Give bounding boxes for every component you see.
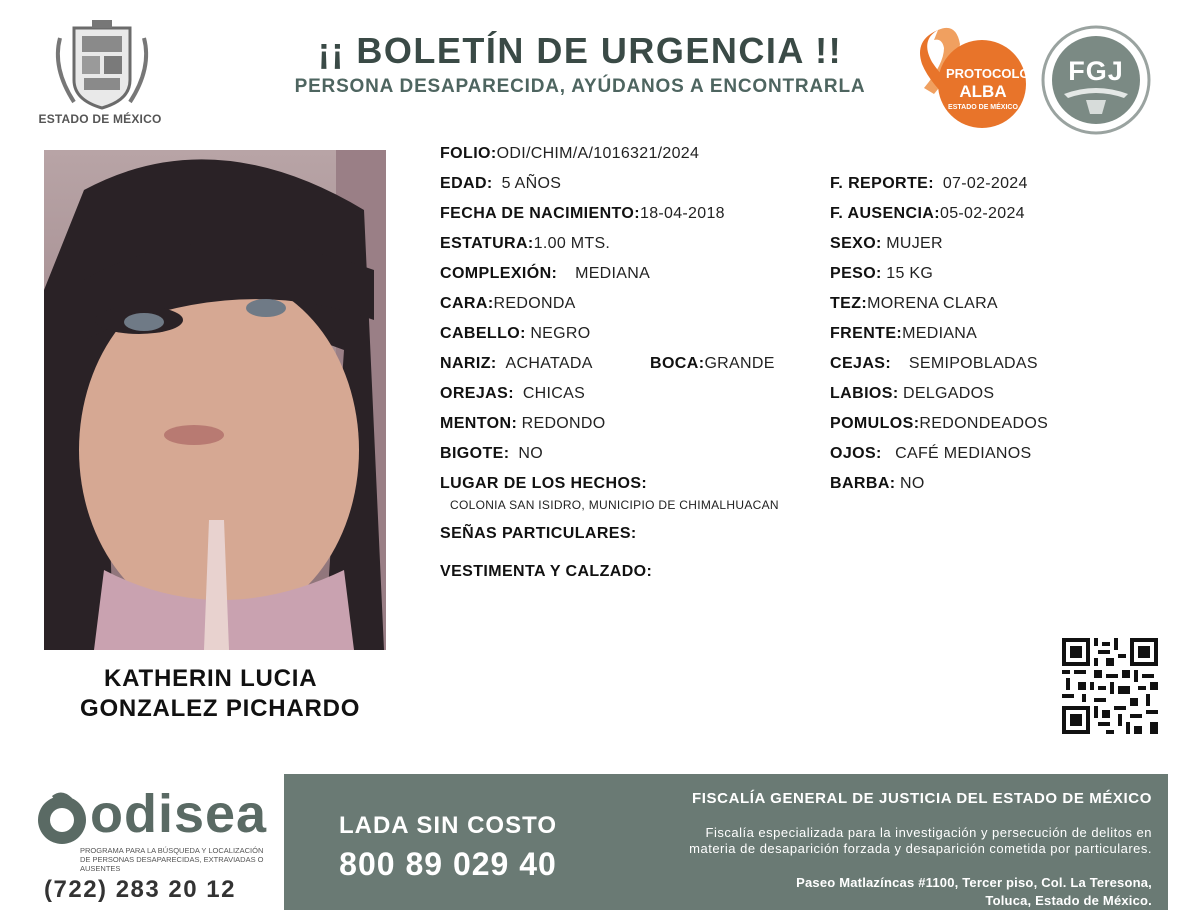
field-cejas	[830, 354, 1038, 374]
protocolo-alba-logo	[900, 22, 1030, 132]
frente-label: FRENTE:	[830, 325, 903, 342]
fiscalia-desc-line-1: Fiscalía especializada para la investigación y persecución de delitos en	[705, 825, 1152, 840]
vestimenta-label: VESTIMENTA Y CALZADO:	[440, 563, 653, 580]
address-line-1: Paseo Matlazíncas #1100, Tercer piso, Col. La Teresona,	[796, 875, 1152, 890]
labios-value: DELGADOS	[903, 385, 995, 402]
menton-label: MENTON:	[440, 415, 518, 432]
menton-value: REDONDO	[521, 415, 606, 432]
field-sexo	[830, 234, 943, 254]
alba-line1: PROTOCOLO	[946, 66, 1030, 81]
fgj-seal	[1040, 24, 1152, 136]
fiscalia-desc-line-2: materia de desaparición forzada y desaparición cometida por particulares.	[689, 841, 1152, 856]
nariz-value: ACHATADA	[505, 355, 593, 372]
field-nariz	[440, 354, 593, 374]
frente-value: MEDIANA	[902, 325, 978, 342]
barba-label: BARBA:	[830, 475, 896, 492]
state-label: ESTADO DE MÉXICO	[38, 112, 162, 126]
lugar-value: COLONIA SAN ISIDRO, MUNICIPIO DE CHIMALHUACAN	[450, 498, 779, 512]
address-line-2: Toluca, Estado de México.	[985, 893, 1152, 908]
field-labios	[830, 384, 994, 404]
bulletin-subtitle: PERSONA DESAPARECIDA, AYÚDANOS A ENCONTRARLA	[294, 76, 866, 97]
field-boca	[650, 354, 775, 374]
edad-value: 5 AÑOS	[501, 175, 562, 192]
estatura-value: 1.00 MTS.	[533, 235, 611, 252]
ojos-label: OJOS:	[830, 445, 882, 462]
orejas-value: CHICAS	[522, 385, 586, 402]
peso-value: 15 KG	[886, 265, 934, 282]
cejas-label: CEJAS:	[830, 355, 892, 372]
alba-line3: ESTADO DE MÉXICO	[948, 104, 1018, 111]
field-complexion	[440, 264, 650, 284]
field-senas	[440, 524, 637, 544]
senas-label: SEÑAS PARTICULARES:	[440, 525, 637, 542]
field-estatura	[440, 234, 610, 254]
fiscalia-title: FISCALÍA GENERAL DE JUSTICIA DEL ESTADO DE MÉXICO	[692, 790, 1152, 807]
cara-label: CARA:	[440, 295, 494, 312]
pomulos-value: REDONDEADOS	[919, 415, 1049, 432]
boca-value: GRANDE	[704, 355, 775, 372]
odisea-wordmark: odisea	[90, 784, 268, 844]
ausencia-label: F. AUSENCIA:	[830, 205, 940, 222]
field-edad	[440, 174, 561, 194]
bigote-label: BIGOTE:	[440, 445, 510, 462]
odisea-description: PROGRAMA PARA LA BÚSQUEDA Y LOCALIZACIÓN DE PERSONAS DESAPARECIDAS, EXTRAVIADAS O AUSENTES	[80, 846, 264, 873]
reporte-value: 07-02-2024	[942, 175, 1028, 192]
reporte-label: F. REPORTE:	[830, 175, 934, 192]
field-reporte	[830, 174, 1028, 194]
cabello-label: CABELLO:	[440, 325, 526, 342]
folio-value: ODI/CHIM/A/1016321/2024	[496, 145, 700, 162]
field-peso	[830, 264, 933, 284]
cara-value: REDONDA	[493, 295, 576, 312]
peso-label: PESO:	[830, 265, 882, 282]
estatura-label: ESTATURA:	[440, 235, 534, 252]
fiscalia-address	[600, 874, 1152, 910]
name-line-2: GONZALEZ PICHARDO	[80, 695, 361, 722]
bigote-value: NO	[518, 445, 543, 462]
field-nacimiento	[440, 204, 725, 224]
field-cara	[440, 294, 576, 314]
tez-value: MORENA CLARA	[867, 295, 998, 312]
field-lugar	[440, 474, 647, 494]
missing-person-photo	[44, 150, 386, 650]
ausencia-value: 05-02-2024	[940, 205, 1025, 222]
field-folio	[440, 144, 699, 164]
alba-line2: ALBA	[959, 82, 1007, 101]
field-ausencia	[830, 204, 1025, 224]
fiscalia-description	[600, 825, 1152, 857]
field-tez	[830, 294, 998, 314]
field-cabello	[440, 324, 590, 344]
nacimiento-label: FECHA DE NACIMIENTO:	[440, 205, 640, 222]
labios-label: LABIOS:	[830, 385, 899, 402]
sexo-label: SEXO:	[830, 235, 882, 252]
ojos-value: CAFÉ MEDIANOS	[895, 445, 1032, 462]
nacimiento-value: 18-04-2018	[640, 205, 725, 222]
field-pomulos	[830, 414, 1048, 434]
edad-label: EDAD:	[440, 175, 493, 192]
tez-label: TEZ:	[830, 295, 868, 312]
field-bigote	[440, 444, 543, 464]
name-line-1: KATHERIN LUCIA	[104, 665, 318, 692]
nariz-label: NARIZ:	[440, 355, 497, 372]
complexion-label: COMPLEXIÓN:	[440, 265, 558, 282]
sexo-value: MUJER	[886, 235, 943, 252]
field-vestimenta	[440, 562, 652, 582]
field-menton	[440, 414, 606, 434]
odisea-phone: (722) 283 20 12	[44, 876, 236, 903]
folio-label: FOLIO:	[440, 145, 497, 162]
field-frente	[830, 324, 977, 344]
lugar-label: LUGAR DE LOS HECHOS:	[440, 475, 648, 492]
field-ojos	[830, 444, 1032, 464]
toll-free-number[interactable]: 800 89 029 40	[339, 846, 557, 882]
qr-code[interactable]	[1062, 638, 1158, 734]
pomulos-label: POMULOS:	[830, 415, 920, 432]
bulletin-title: ¡¡ BOLETÍN DE URGENCIA !!	[317, 30, 843, 71]
field-orejas	[440, 384, 585, 404]
person-name	[40, 664, 440, 724]
cabello-value: NEGRO	[530, 325, 591, 342]
fgj-text: FGJ	[1068, 56, 1124, 86]
boca-label: BOCA:	[650, 355, 705, 372]
field-barba	[830, 474, 925, 494]
cejas-value: SEMIPOBLADAS	[908, 355, 1038, 372]
orejas-label: OREJAS:	[440, 385, 514, 402]
barba-value: NO	[899, 475, 925, 492]
complexion-value: MEDIANA	[575, 265, 651, 282]
lada-sin-costo-label: LADA SIN COSTO	[338, 812, 557, 839]
